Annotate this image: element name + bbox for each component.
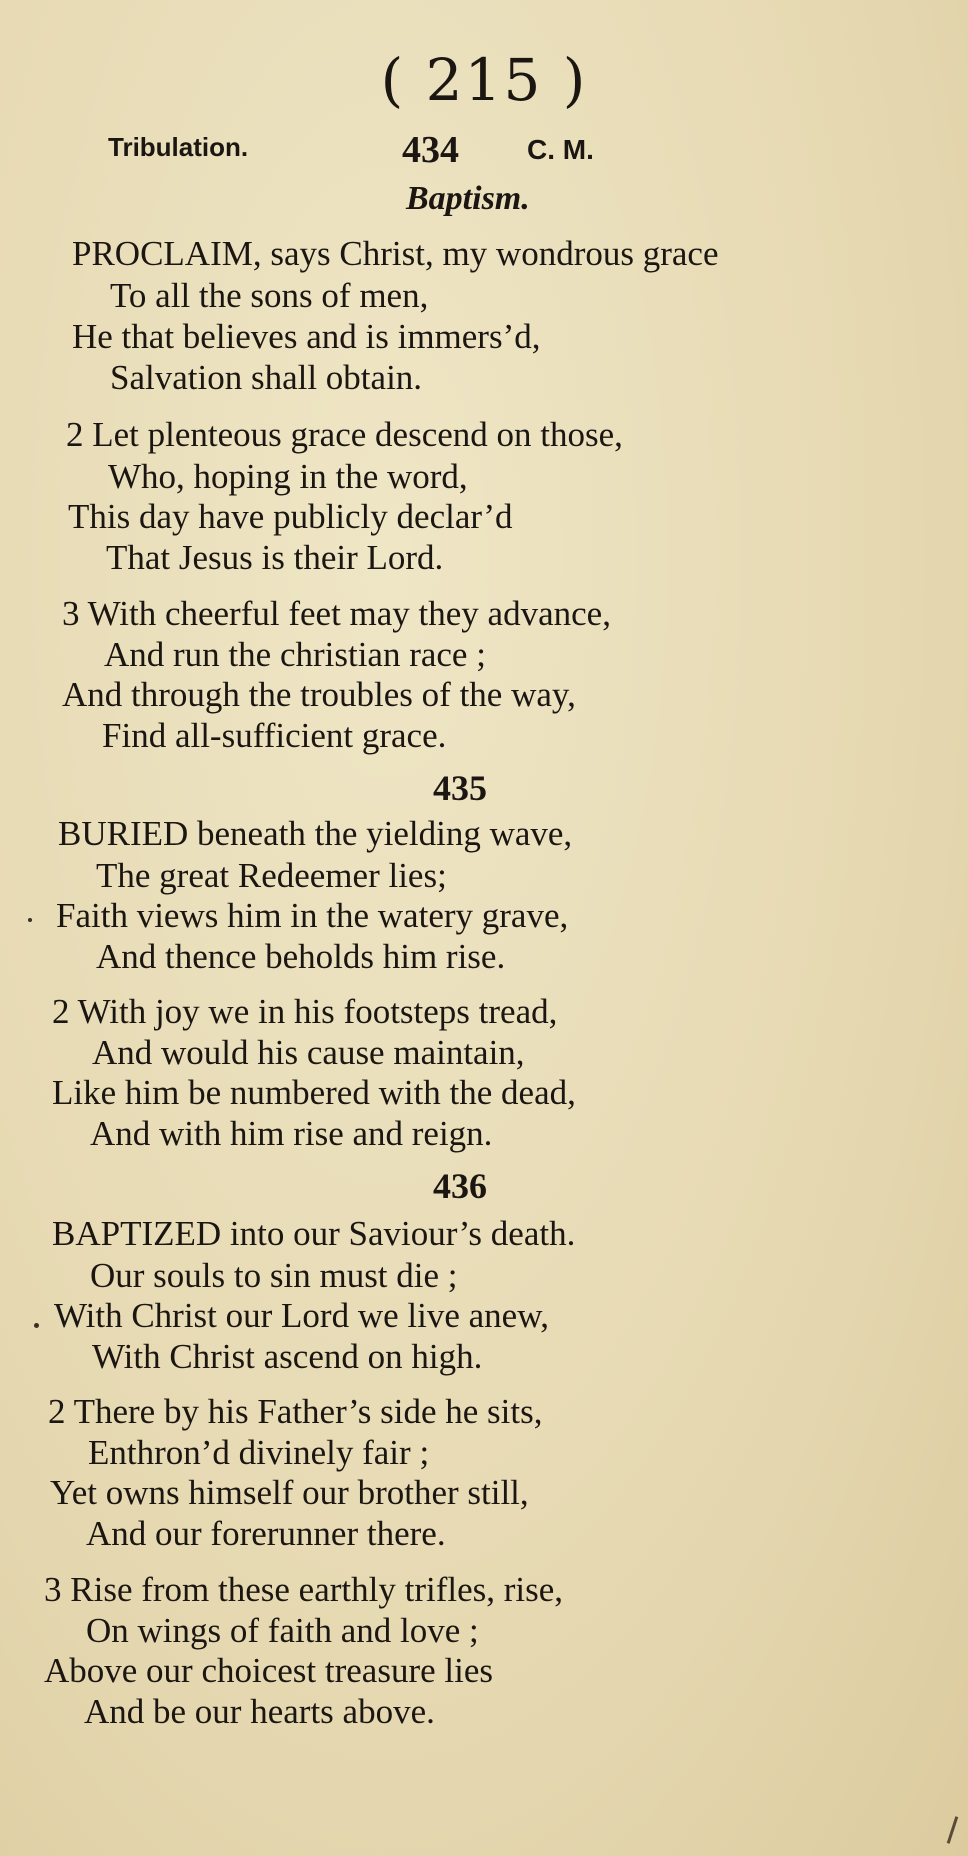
hymn-434-line: This day have publicly declar’d	[68, 497, 513, 536]
hymn-435-line: Faith views him in the watery grave,	[56, 896, 569, 935]
hymn-434-subtitle: Baptism.	[406, 180, 530, 217]
hymn-436-line: And our forerunner there.	[86, 1514, 446, 1553]
hymn-436-line: Enthron’d divinely fair ;	[88, 1433, 430, 1472]
hymn-435-line: And would his cause maintain,	[92, 1033, 525, 1072]
hymn-436-line: With Christ ascend on high.	[92, 1337, 483, 1376]
hymn-434-line: And through the troubles of the way,	[62, 675, 576, 714]
hymn-434-line: 2 Let plenteous grace descend on those,	[66, 415, 623, 454]
topic-heading: Tribulation.	[108, 132, 249, 162]
hymn-434-line: And run the christian race ;	[104, 635, 486, 674]
ink-speck	[34, 1323, 39, 1328]
hymn-436-line: On wings of faith and love ;	[86, 1611, 479, 1650]
page-number: ( 215 )	[380, 46, 588, 114]
hymn-436-number: 436	[433, 1166, 487, 1206]
page-edge-mark	[947, 1816, 959, 1844]
hymn-436-line: BAPTIZED into our Saviour’s death.	[52, 1214, 576, 1253]
hymn-436-line: Our souls to sin must die ;	[90, 1256, 458, 1295]
hymn-435-line: And thence beholds him rise.	[96, 937, 506, 976]
hymn-435-line: And with him rise and reign.	[90, 1114, 493, 1153]
hymn-435-line: BURIED beneath the yielding wave,	[58, 814, 573, 853]
ink-speck	[28, 918, 32, 922]
hymn-434-line: PROCLAIM, says Christ, my wondrous grace	[72, 234, 719, 273]
hymn-435-line: Like him be numbered with the dead,	[52, 1073, 576, 1112]
hymn-434-number: 434	[402, 129, 459, 171]
hymn-434-line: Salvation shall obtain.	[110, 358, 423, 397]
hymn-436-line: Yet owns himself our brother still,	[50, 1473, 529, 1512]
hymn-434-line: Find all-sufficient grace.	[102, 716, 447, 755]
hymn-436-line: 2 There by his Father’s side he sits,	[48, 1392, 543, 1431]
hymn-436-line: With Christ our Lord we live anew,	[54, 1296, 549, 1335]
hymn-434-meter: C. M.	[527, 134, 594, 165]
hymn-435-line: 2 With joy we in his footsteps tread,	[52, 992, 558, 1031]
hymn-436-line: Above our choicest treasure lies	[44, 1651, 494, 1690]
hymn-436-line: And be our hearts above.	[84, 1692, 435, 1731]
hymn-435-line: The great Redeemer lies;	[96, 856, 447, 895]
hymn-434-line: He that believes and is immers’d,	[72, 317, 541, 356]
hymn-436-line: 3 Rise from these earthly trifles, rise,	[44, 1570, 564, 1609]
hymn-434-line: 3 With cheerful feet may they advance,	[62, 594, 611, 633]
hymn-434-line: To all the sons of men,	[110, 276, 429, 315]
hymn-435-number: 435	[433, 768, 487, 808]
hymn-434-line: Who, hoping in the word,	[108, 457, 468, 496]
hymn-434-line: That Jesus is their Lord.	[106, 538, 444, 577]
